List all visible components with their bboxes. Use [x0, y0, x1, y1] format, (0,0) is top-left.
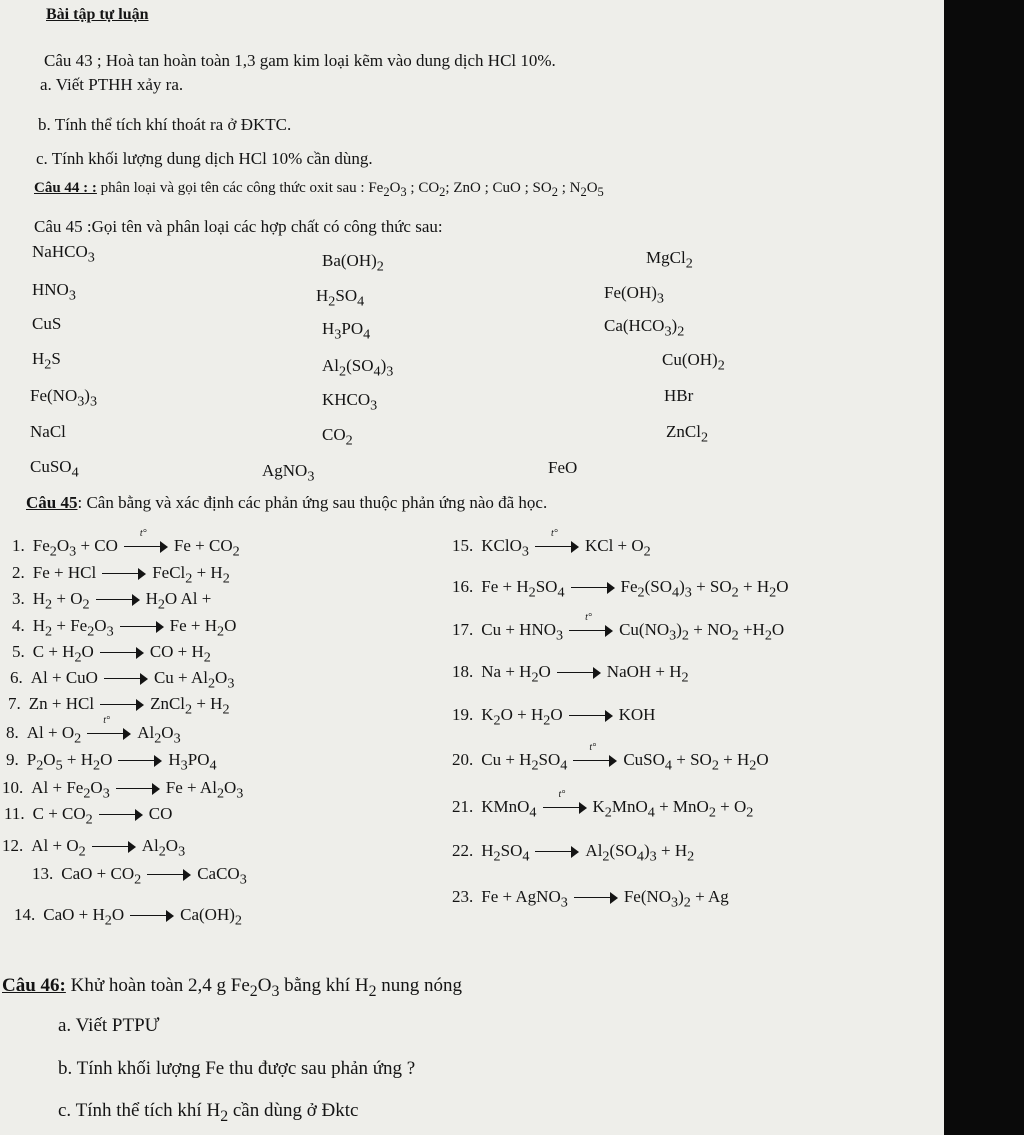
reaction-row — [452, 578, 788, 600]
compound-formula: AgNO$_3$ — [262, 461, 315, 485]
arrow-icon — [571, 582, 615, 594]
reaction-row — [452, 612, 785, 644]
reaction-row — [12, 590, 211, 612]
reaction-reactants: $Cu + HNO_3$ — [481, 620, 564, 644]
reaction-reactants: $C + CO_2$ — [32, 804, 93, 828]
reaction-number: 22. — [452, 841, 474, 860]
reaction-products: $Cu + Al_2O_3$ — [153, 668, 235, 692]
reaction-condition: t° — [558, 789, 566, 801]
reaction-row — [4, 805, 172, 827]
reaction-reactants: Al + CuO — [30, 668, 98, 687]
reaction-reactants: $P_2O_5 + H_2O$ — [26, 750, 113, 774]
q43-part-b: b. Tính thể tích khí thoát ra ở ĐKTC. — [38, 115, 292, 134]
reaction-products: ZnCl$_2$ + $H_2$ — [150, 694, 230, 718]
q44-text: phân loại và gọi tên các công thức oxit sau : — [100, 180, 365, 196]
reaction-products: $Al_2O_3$ — [137, 723, 181, 747]
reaction-row — [6, 751, 217, 773]
compound-formula: $Fe(NO_3)_3$ — [30, 386, 98, 410]
reaction-row — [12, 643, 211, 665]
reaction-condition: t° — [139, 528, 147, 540]
reaction-condition: t° — [103, 715, 110, 727]
reaction-products: $Fe_2(SO_4)_3 + SO_2 + H_2O$ — [620, 577, 789, 601]
reaction-number: 5. — [12, 642, 25, 661]
q45b-line — [26, 494, 547, 511]
reaction-condition: t° — [550, 528, 558, 540]
reaction-number: 4. — [12, 616, 25, 635]
q46-label: Câu 46: — [2, 975, 66, 996]
arrow-icon — [147, 869, 191, 881]
reaction-products: $H_3PO_4$ — [168, 750, 217, 774]
reaction-number: 8. — [6, 723, 19, 742]
reaction-number: 9. — [6, 750, 19, 769]
reaction-number: 7. — [8, 694, 21, 713]
q43-part-c: c. Tính khối lượng dung dịch HCl 10% cần dùng. — [36, 149, 373, 168]
page-title: Bài tập tự luận — [46, 6, 149, 23]
compound-formula: $CO_2$ — [322, 425, 353, 449]
reaction-reactants: $C + H_2O$ — [32, 642, 94, 666]
reaction-number: 12. — [2, 836, 24, 855]
arrow-icon — [100, 647, 144, 659]
compound-formula: $H_2S$ — [32, 349, 61, 373]
reaction-row — [2, 779, 243, 801]
reaction-products: $Al_2(SO_4)_3 + H_2$ — [585, 841, 695, 865]
reaction-number: 21. — [452, 797, 474, 816]
arrow-icon — [569, 710, 613, 722]
reaction-reactants: CaO + $H_2O$ — [43, 905, 125, 929]
reaction-reactants: Fe + AgNO$_3$ — [481, 887, 568, 911]
q46-line — [2, 976, 462, 1000]
reaction-row — [452, 706, 655, 728]
reaction-number: 13. — [32, 864, 54, 883]
compound-formula: $H_2SO_4$ — [316, 286, 365, 310]
reaction-products: $H_2O$ Al + — [145, 589, 212, 613]
q44-label: Câu 44 : : — [34, 180, 97, 196]
reaction-number: 6. — [10, 668, 23, 687]
reaction-reactants: $Al + Fe_2O_3$ — [31, 778, 110, 802]
arrow-icon — [96, 594, 140, 606]
arrow-icon — [120, 621, 164, 633]
reaction-reactants: Zn + HCl — [28, 694, 95, 713]
reaction-row — [452, 888, 729, 910]
reaction-reactants: $Na + H_2O$ — [481, 662, 551, 686]
reaction-row — [452, 789, 754, 821]
reaction-products: $Fe + H_2O$ — [169, 616, 237, 640]
reaction-number: 16. — [452, 577, 474, 596]
compound-formula: $Ca(HCO_3)_2$ — [604, 316, 685, 340]
compound-formula: NaHCO$_3$ — [32, 242, 95, 266]
reaction-products: NaOH + $H_2$ — [606, 662, 689, 686]
reaction-number: 19. — [452, 705, 474, 724]
compound-formula: $KHCO_3$ — [322, 390, 378, 414]
reaction-reactants: CaO + $CO_2$ — [61, 864, 142, 888]
q46-text: Khử hoàn toàn 2,4 g $Fe_2O_3$ bằng khí $H_2$ nung nóng — [70, 975, 462, 1000]
reaction-row — [2, 837, 185, 859]
reaction-row — [12, 564, 230, 586]
reaction-number: 14. — [14, 905, 36, 924]
reaction-reactants: $Fe + H_2SO_4$ — [481, 577, 565, 601]
compound-formula: $Ba(OH)_2$ — [322, 251, 384, 275]
arrow-icon — [130, 910, 174, 922]
arrow-icon — [573, 742, 617, 767]
reaction-number: 17. — [452, 620, 474, 639]
q45b-text: : Cân bằng và xác định các phản ứng sau thuộc phản ứng nào đã học. — [77, 493, 548, 512]
q44-line — [34, 181, 604, 199]
reaction-row — [12, 617, 236, 639]
compound-formula: HBr — [664, 386, 694, 405]
compound-formula: CuSO$_4$ — [30, 457, 79, 481]
arrow-icon — [569, 612, 613, 637]
reaction-condition: t° — [585, 612, 592, 624]
reaction-products: $Al_2O_3$ — [141, 836, 186, 860]
reaction-row — [12, 528, 240, 560]
reaction-products: KCl + $O_2$ — [584, 536, 651, 560]
reaction-products: $K_2MnO_4 + MnO_2 + O_2$ — [592, 797, 754, 821]
reaction-products: CO — [148, 804, 173, 823]
arrow-icon — [99, 809, 143, 821]
reaction-row — [452, 742, 769, 774]
reaction-number: 3. — [12, 589, 25, 608]
reaction-products: CuSO$_4$ + $SO_2 + H_2O$ — [623, 750, 769, 774]
reaction-products: CaCO$_3$ — [197, 864, 247, 888]
reaction-row — [32, 865, 247, 887]
reaction-reactants: $K_2O + H_2O$ — [481, 705, 563, 729]
reaction-products: $Fe(NO_3)_2 + Ag$ — [623, 887, 729, 911]
arrow-icon — [102, 568, 146, 580]
compound-formula: ZnCl$_2$ — [666, 422, 709, 446]
reaction-reactants: $H_2 + O_2$ — [32, 589, 90, 613]
reaction-products: KOH — [618, 705, 656, 724]
reaction-reactants: $Al + O_2$ — [26, 723, 82, 747]
reaction-products: $Ca(OH)_2$ — [180, 905, 242, 929]
compound-formula: $Cu(OH)_2$ — [662, 350, 725, 374]
reaction-products: CO + $H_2$ — [149, 642, 211, 666]
compound-formula: $Al_2(SO_4)_3$ — [322, 356, 394, 380]
reaction-number: 11. — [4, 804, 25, 823]
arrow-icon — [535, 846, 579, 858]
reaction-number: 10. — [2, 778, 24, 797]
compound-formula: NaCl — [30, 422, 66, 441]
reaction-row — [452, 842, 694, 864]
reaction-row — [6, 715, 181, 747]
arrow-icon — [535, 528, 579, 553]
compound-formula: FeO — [548, 458, 578, 477]
arrow-icon — [557, 667, 601, 679]
reaction-row — [14, 906, 242, 928]
q45-text: Câu 45 :Gọi tên và phân loại các hợp chất có công thức sau: — [34, 217, 443, 236]
compound-formula: $Fe(OH)_3$ — [604, 283, 664, 307]
reaction-products: $Fe + CO_2$ — [173, 536, 240, 560]
compound-formula: MgCl$_2$ — [646, 248, 693, 272]
reaction-reactants: KClO$_3$ — [481, 536, 529, 560]
arrow-icon — [92, 841, 136, 853]
arrow-icon — [116, 783, 160, 795]
arrow-icon — [543, 789, 587, 814]
q43-text: Câu 43 ; Hoà tan hoàn toàn 1,3 gam kim loại kẽm vào dung dịch HCl 10%. — [44, 51, 556, 70]
reaction-row — [452, 663, 689, 685]
reaction-number: 2. — [12, 563, 25, 582]
compound-formula: $HNO_3$ — [32, 280, 76, 304]
compound-formula: $H_3PO_4$ — [322, 319, 371, 343]
arrow-icon — [100, 699, 144, 711]
arrow-icon — [118, 755, 162, 767]
q46-part-b: b. Tính khối lượng Fe thu được sau phản ứng ? — [58, 1058, 416, 1079]
arrow-icon — [124, 528, 168, 553]
reaction-number: 23. — [452, 887, 474, 906]
reaction-reactants: $H_2 + Fe_2O_3$ — [32, 616, 114, 640]
compound-formula: CuS — [32, 314, 62, 333]
reaction-row — [10, 669, 234, 691]
reaction-reactants: $H_2SO_4$ — [481, 841, 530, 865]
reaction-number: 1. — [12, 536, 25, 555]
q46-part-c: c. Tính thể tích khí $H_2$ cần dùng ở Đktc — [58, 1100, 359, 1125]
q43-part-a: a. Viết PTHH xảy ra. — [40, 75, 184, 94]
arrow-icon — [104, 673, 148, 685]
reaction-reactants: $Al + O_2$ — [31, 836, 86, 860]
reaction-row — [452, 528, 651, 560]
reaction-products: $Cu(NO_3)_2 + NO_2 +H_2O$ — [619, 620, 785, 644]
reaction-condition: t° — [589, 742, 597, 754]
q44-formulas: $Fe_2O_3$ ; $CO_2$; ZnO ; CuO ; $SO_2$ ; $N_2O_5$ — [368, 180, 604, 199]
arrow-icon — [87, 715, 131, 740]
reaction-row — [8, 695, 230, 717]
reaction-number: 18. — [452, 662, 474, 681]
reaction-reactants: $Fe_2O_3$ + CO — [32, 536, 118, 560]
q46-part-a: a. Viết PTPƯ — [58, 1015, 160, 1036]
arrow-icon — [574, 892, 618, 904]
reaction-products: FeCl$_2$ + $H_2$ — [152, 563, 230, 587]
reaction-number: 15. — [452, 536, 474, 555]
reaction-reactants: Fe + HCl — [32, 563, 97, 582]
reaction-number: 20. — [452, 750, 474, 769]
reaction-products: $Fe + Al_2O_3$ — [165, 778, 244, 802]
q45b-label: Câu 45 — [26, 493, 78, 512]
reaction-reactants: $Cu + H_2SO_4$ — [481, 750, 568, 774]
reaction-reactants: KMnO$_4$ — [481, 797, 537, 821]
